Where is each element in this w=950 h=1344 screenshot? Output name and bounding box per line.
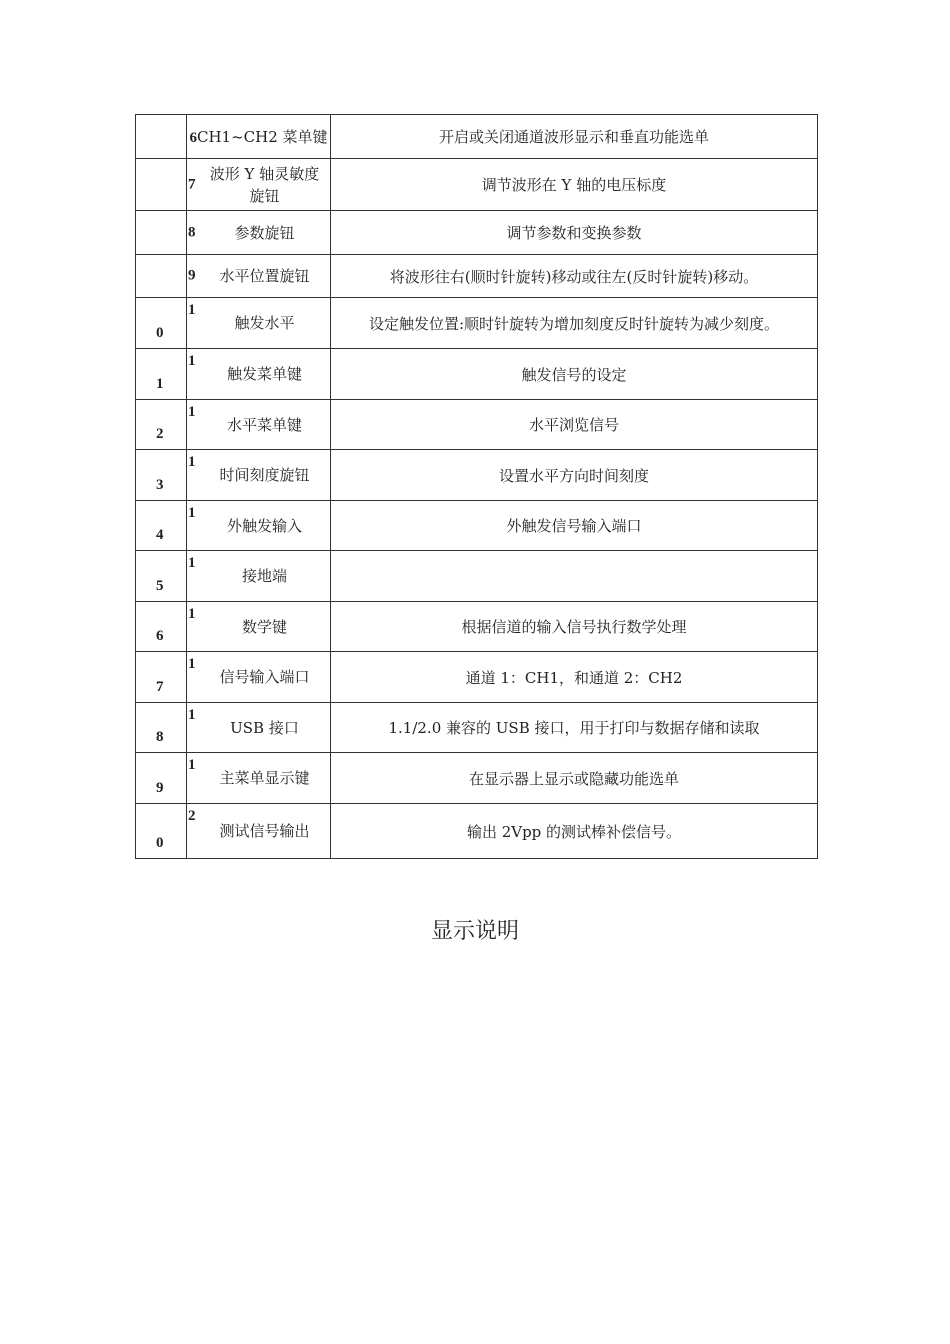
part-name-cell: [187, 349, 331, 400]
part-name: 外触发输入: [226, 516, 302, 535]
part-description: 开启或关闭通道波形显示和垂直功能选单: [331, 115, 818, 159]
row-number-tail: [136, 211, 187, 255]
part-name-cell: [187, 298, 331, 349]
part-name: 时间刻度旋钮: [219, 466, 310, 484]
part-name: 水平位置旋钮: [219, 267, 310, 285]
row-number-tail: 6: [136, 602, 187, 652]
table-row: [136, 501, 818, 551]
part-name: 主菜单显示键: [219, 769, 310, 787]
table-row: [136, 159, 818, 211]
part-name-cell: [187, 703, 331, 753]
part-name: 水平菜单键: [226, 415, 302, 434]
row-number-tail: [136, 159, 187, 211]
row-number-lead: 1: [188, 505, 196, 521]
part-description: 水平浏览信号: [331, 400, 818, 450]
row-number-tail: 3: [136, 450, 187, 501]
part-name: 触发水平: [234, 314, 295, 332]
row-number-lead: 1: [188, 404, 196, 420]
part-description: [331, 551, 818, 602]
part-description: 1.1/2.0 兼容的 USB 接口，用于打印与数据存储和读取: [331, 703, 818, 753]
part-description: 设定触发位置:顺时针旋转为增加刻度反时针旋转为减少刻度。: [331, 298, 818, 349]
table-row: [136, 450, 818, 501]
row-number-tail: 0: [136, 804, 187, 859]
part-description: 通道 1：CH1，和通道 2：CH2: [331, 652, 818, 703]
row-number-tail: 5: [136, 551, 187, 602]
table-row: [136, 753, 818, 804]
part-description: 设置水平方向时间刻度: [331, 450, 818, 501]
row-number-lead: 1: [188, 302, 196, 318]
row-number-tail: 7: [136, 652, 187, 703]
part-name: 测试信号输出: [219, 822, 310, 840]
part-description: 外触发信号输入端口: [331, 501, 818, 551]
part-description: 输出 2Vpp 的测试棒补偿信号。: [331, 804, 818, 859]
part-name-cell: [187, 753, 331, 804]
part-description: 在显示器上显示或隐藏功能选单: [331, 753, 818, 804]
row-number-tail: 8: [136, 703, 187, 753]
row-number-tail: 4: [136, 501, 187, 551]
table-row: [136, 115, 818, 159]
part-name-cell: [187, 652, 331, 703]
part-name: 触发菜单键: [226, 365, 302, 383]
row-number-lead: 1: [188, 454, 196, 470]
part-name-cell: [187, 804, 331, 859]
row-number-lead: 6: [189, 129, 197, 146]
row-number-tail: 2: [136, 400, 187, 450]
row-number-lead: 1: [188, 606, 196, 622]
part-name-cell: [187, 400, 331, 450]
row-number-lead: 2: [188, 808, 196, 824]
part-description: 调节波形在 Y 轴的电压标度: [331, 159, 818, 211]
part-name-cell: [187, 159, 331, 211]
part-name: 接地端: [241, 567, 287, 585]
table-row: [136, 349, 818, 400]
part-name-cell: [187, 450, 331, 501]
row-number-tail: 9: [136, 753, 187, 804]
part-name-cell: [187, 211, 331, 255]
part-name: 参数旋钮: [234, 223, 295, 242]
row-number-tail: 1: [136, 349, 187, 400]
table-row: [136, 703, 818, 753]
row-number-lead: 8: [188, 224, 196, 240]
row-number-lead: 7: [188, 176, 196, 192]
row-number-tail: [136, 115, 187, 159]
table-row: [136, 298, 818, 349]
part-name-cell: [187, 115, 331, 159]
table-row: [136, 211, 818, 255]
row-number-lead: 1: [188, 656, 196, 672]
row-number-lead: 1: [188, 353, 196, 369]
panel-function-table: [135, 114, 818, 859]
row-number-lead: 1: [188, 555, 196, 571]
part-description: 调节参数和变换参数: [331, 211, 818, 255]
part-name-cell: [187, 551, 331, 602]
part-name: USB 接口: [230, 718, 299, 737]
table-row: [136, 804, 818, 859]
row-number-tail: 0: [136, 298, 187, 349]
table-row: [136, 255, 818, 298]
row-number-lead: 1: [188, 707, 196, 723]
table-row: [136, 602, 818, 652]
part-description: 根据信道的输入信号执行数学处理: [331, 602, 818, 652]
section-title: 显示说明: [430, 919, 519, 944]
row-number-tail: [136, 255, 187, 298]
table-row: [136, 400, 818, 450]
part-name: 波形 Y 轴灵敏度旋钮: [209, 164, 320, 205]
table-row: [136, 551, 818, 602]
part-name: CH1~CH2 菜单键: [196, 127, 328, 146]
part-name-cell: [187, 501, 331, 551]
row-number-lead: 9: [188, 267, 196, 284]
table-row: [136, 652, 818, 703]
part-name: 数学键: [241, 617, 287, 636]
part-name-cell: [187, 602, 331, 652]
part-description: 将波形往右(顺时针旋转)移动或往左(反时针旋转)移动。: [331, 255, 818, 298]
part-name: 信号输入端口: [219, 668, 310, 686]
row-number-lead: 1: [188, 757, 196, 773]
part-name-cell: [187, 255, 331, 298]
part-description: 触发信号的设定: [331, 349, 818, 400]
